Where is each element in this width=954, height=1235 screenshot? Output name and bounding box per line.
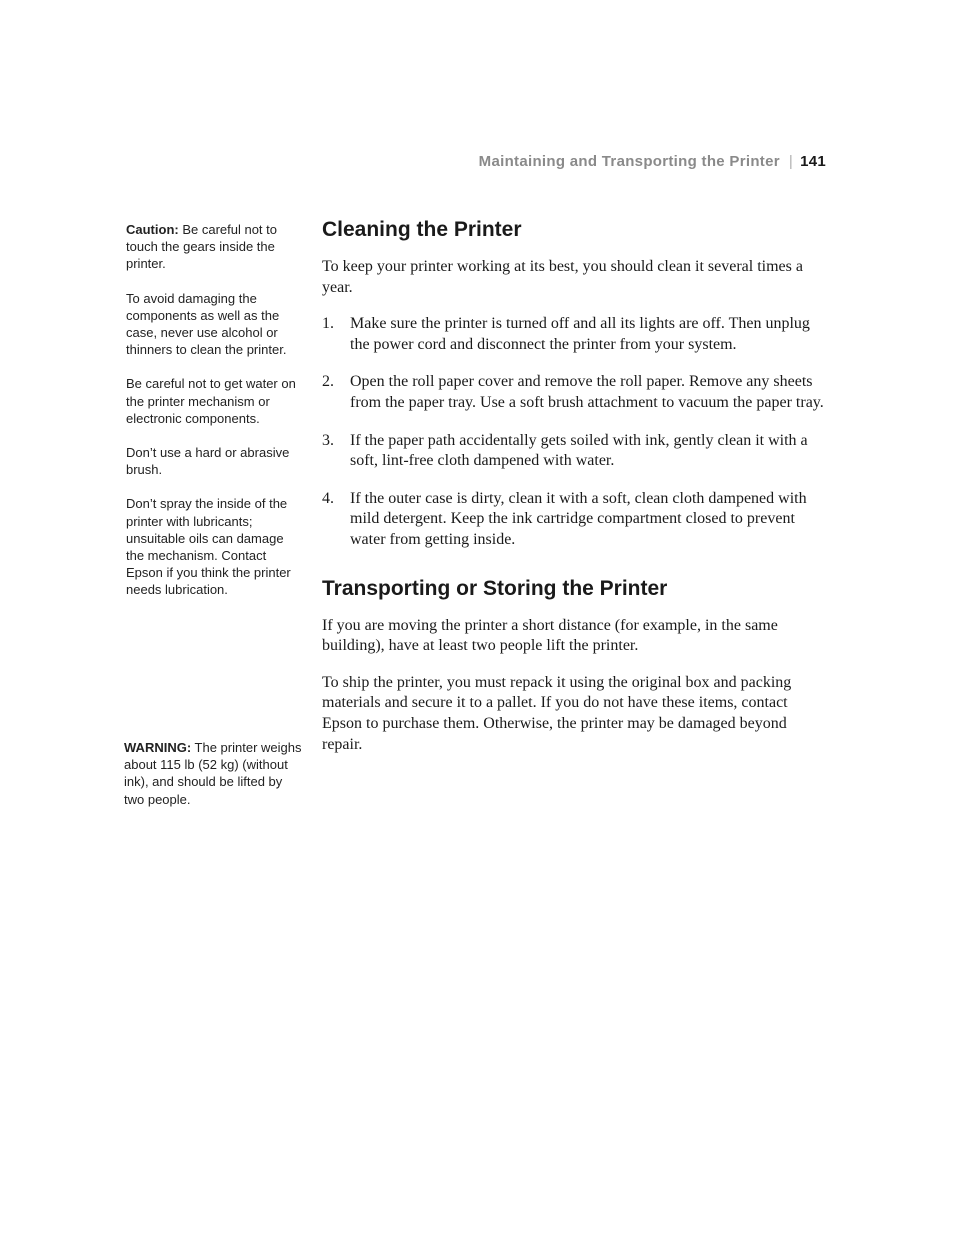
header-separator: |	[788, 153, 794, 170]
step-text: Open the roll paper cover and remove the roll paper. Remove any sheets from the paper tray. Use a soft brush attachment to vacuum the paper tray.	[350, 373, 824, 411]
list-item	[322, 489, 828, 551]
main-content	[322, 216, 828, 771]
caution-text: Be careful not to touch the gears inside the printer.	[126, 222, 277, 272]
section-heading-cleaning: Cleaning the Printer	[322, 218, 522, 241]
step-number: 2.	[322, 373, 334, 391]
list-item	[322, 431, 828, 472]
warning-text: The printer weighs about 115 lb (52 kg) (without ink), and should be lifted by two people.	[124, 740, 302, 807]
transporting-paragraph: If you are moving the printer a short distance (for example, in the same building), have at least two people lift the printer.	[322, 616, 778, 655]
section-heading-transporting: Transporting or Storing the Printer	[322, 576, 668, 600]
list-item	[322, 314, 828, 355]
caution-note	[126, 221, 298, 273]
caution-label: Caution:	[126, 222, 179, 237]
sidebar-note: Don’t use a hard or abrasive brush.	[126, 445, 290, 478]
cleaning-steps	[322, 314, 828, 550]
chapter-title: Maintaining and Transporting the Printer	[478, 153, 780, 170]
warning-note	[124, 739, 302, 808]
step-number: 3.	[322, 431, 334, 449]
step-text: If the paper path accidentally gets soiled with ink, gently clean it with a soft, lint-free cloth dampened with water.	[350, 431, 808, 470]
transporting-paragraph: To ship the printer, you must repack it using the original box and packing materials and secure it to a pallet. If you do not have these items, contact Epson to purchase them. Otherwise, the printer may be damaged beyond repair.	[322, 673, 792, 753]
page-number: 141	[800, 153, 826, 170]
sidebar-note: Be careful not to get water on the printer mechanism or electronic components.	[126, 376, 296, 426]
sidebar-notes	[126, 221, 298, 616]
list-item	[322, 372, 828, 413]
step-text: Make sure the printer is turned off and all its lights are off. Then unplug the power cord and disconnect the printer from your system.	[350, 315, 810, 353]
warning-label: WARNING:	[124, 740, 192, 755]
sidebar-note: To avoid damaging the components as well as the case, never use alcohol or thinners to clean the printer.	[126, 290, 287, 358]
step-text: If the outer case is dirty, clean it with a soft, clean cloth dampened with mild detergent. Keep the ink cartridge compartment closed to prevent water from getting inside.	[350, 489, 807, 548]
running-header	[479, 153, 826, 170]
sidebar-note: Don’t spray the inside of the printer with lubricants; unsuitable oils can damage the mechanism. Contact Epson if you think the printer needs lubrication.	[126, 496, 291, 598]
step-number: 1.	[322, 315, 334, 333]
cleaning-intro: To keep your printer working at its best, you should clean it several times a year.	[322, 258, 803, 296]
step-number: 4.	[322, 489, 334, 507]
